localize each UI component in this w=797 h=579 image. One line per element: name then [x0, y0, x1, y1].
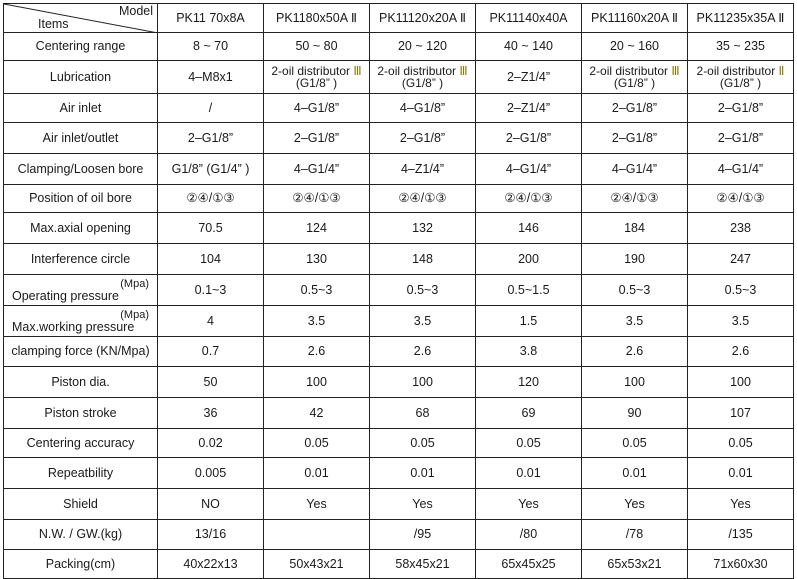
row-label: Shield	[4, 489, 158, 520]
spec-row	[4, 123, 794, 154]
spec-cell: 68	[370, 398, 476, 429]
spec-cell: 3.5	[264, 306, 370, 337]
spec-cell: 0.02	[158, 429, 264, 458]
spec-row	[4, 154, 794, 185]
spec-cell: ②④/①③	[476, 185, 582, 213]
row-label: Repeatbility	[4, 458, 158, 489]
spec-cell: 3.5	[370, 306, 476, 337]
spec-cell: 2–G1/8”	[476, 123, 582, 154]
spec-cell: 71x60x30	[688, 550, 794, 579]
row-label: Lubrication	[4, 61, 158, 94]
spec-cell: 50	[158, 367, 264, 398]
spec-row	[4, 398, 794, 429]
spec-cell: 0.5~3	[264, 275, 370, 306]
spec-cell: 238	[688, 213, 794, 244]
spec-cell: 0.05	[264, 429, 370, 458]
spec-cell: 4–G1/4”	[688, 154, 794, 185]
spec-cell: 100	[370, 367, 476, 398]
spec-cell: 0.01	[582, 458, 688, 489]
spec-cell: 42	[264, 398, 370, 429]
spec-cell: 8 ~ 70	[158, 33, 264, 61]
spec-cell: 132	[370, 213, 476, 244]
spec-cell: 130	[264, 244, 370, 275]
spec-cell: 0.01	[370, 458, 476, 489]
spec-row	[4, 367, 794, 398]
row-label: Interference circle	[4, 244, 158, 275]
spec-cell	[688, 61, 794, 94]
spec-cell: /78	[582, 520, 688, 550]
spec-cell: 4–M8x1	[158, 61, 264, 94]
row-unit: (Mpa)	[120, 277, 149, 290]
model-header-2: PK1180x50A Ⅱ	[264, 4, 370, 33]
cell-text: 2-oil distributor	[271, 64, 351, 78]
spec-cell: 13/16	[158, 520, 264, 550]
cell-line: (G1/8” )	[401, 76, 444, 90]
spec-cell: 104	[158, 244, 264, 275]
spec-cell: 107	[688, 398, 794, 429]
spec-cell: ②④/①③	[158, 185, 264, 213]
spec-cell: /135	[688, 520, 794, 550]
spec-cell: 35 ~ 235	[688, 33, 794, 61]
spec-cell	[264, 61, 370, 94]
cell-text: 2-oil distributor	[377, 64, 457, 78]
spec-table	[3, 3, 794, 579]
spec-cell: 20 ~ 120	[370, 33, 476, 61]
spec-cell: 2–Z1/4”	[476, 61, 582, 94]
spec-cell: Yes	[582, 489, 688, 520]
spec-cell: 4–G1/4”	[264, 154, 370, 185]
model-header-1: PK11 70x8A	[158, 4, 264, 33]
spec-cell: 0.7	[158, 337, 264, 367]
spec-cell: 0.05	[582, 429, 688, 458]
corner-cell	[4, 4, 158, 33]
spec-cell: 0.01	[264, 458, 370, 489]
spec-cell: 0.01	[688, 458, 794, 489]
spec-cell	[582, 61, 688, 94]
roman-suffix: Ⅱ	[775, 64, 785, 78]
spec-cell: 4–G1/8”	[370, 94, 476, 123]
spec-cell: 36	[158, 398, 264, 429]
row-label: Centering range	[4, 33, 158, 61]
spec-cell: 2–G1/8”	[688, 123, 794, 154]
spec-cell: 124	[264, 213, 370, 244]
spec-row	[4, 550, 794, 579]
spec-cell: Yes	[370, 489, 476, 520]
spec-cell: 2.6	[370, 337, 476, 367]
spec-cell: 20 ~ 160	[582, 33, 688, 61]
spec-cell: 2–G1/8”	[370, 123, 476, 154]
model-header-4: PK11140x40A	[476, 4, 582, 33]
spec-cell: 4–G1/4”	[582, 154, 688, 185]
spec-row	[4, 429, 794, 458]
spec-cell: 2–G1/8”	[264, 123, 370, 154]
spec-cell: 100	[264, 367, 370, 398]
spec-cell: 247	[688, 244, 794, 275]
spec-cell: 2.6	[582, 337, 688, 367]
row-label: Piston stroke	[4, 398, 158, 429]
row-label-text: Operating pressure	[12, 288, 120, 303]
spec-cell: 120	[476, 367, 582, 398]
spec-cell: 3.5	[582, 306, 688, 337]
spec-cell: 0.05	[370, 429, 476, 458]
spec-cell: 4–G1/8”	[264, 94, 370, 123]
spec-cell: 0.01	[476, 458, 582, 489]
spec-cell: 0.5~1.5	[476, 275, 582, 306]
model-header-3: PK11120x20A Ⅱ	[370, 4, 476, 33]
spec-cell: Yes	[264, 489, 370, 520]
spec-cell: ②④/①③	[370, 185, 476, 213]
spec-row	[4, 458, 794, 489]
spec-row	[4, 337, 794, 367]
spec-row	[4, 306, 794, 337]
spec-cell: 184	[582, 213, 688, 244]
spec-cell: /80	[476, 520, 582, 550]
spec-cell: 200	[476, 244, 582, 275]
spec-cell: 2.6	[264, 337, 370, 367]
spec-cell: 0.5~3	[582, 275, 688, 306]
spec-row	[4, 94, 794, 123]
spec-cell: G1/8” (G1/4” )	[158, 154, 264, 185]
spec-cell: 40 ~ 140	[476, 33, 582, 61]
cell-text: 2-oil distributor	[696, 64, 776, 78]
spec-cell: ②④/①③	[688, 185, 794, 213]
spec-cell: 1.5	[476, 306, 582, 337]
spec-cell: /95	[370, 520, 476, 550]
spec-cell: 0.5~3	[370, 275, 476, 306]
spec-cell: 2–G1/8”	[582, 94, 688, 123]
row-label: Air inlet	[4, 94, 158, 123]
spec-cell	[370, 61, 476, 94]
row-label: Packing(cm)	[4, 550, 158, 579]
spec-cell: 0.005	[158, 458, 264, 489]
spec-cell: 0.05	[688, 429, 794, 458]
spec-cell: 2–G1/8”	[158, 123, 264, 154]
spec-cell: 148	[370, 244, 476, 275]
spec-cell: NO	[158, 489, 264, 520]
model-header-6: PK11235x35A Ⅱ	[688, 4, 794, 33]
spec-cell: 4	[158, 306, 264, 337]
spec-row	[4, 33, 794, 61]
roman-suffix: Ⅲ	[350, 64, 362, 78]
spec-cell: 4–G1/4”	[476, 154, 582, 185]
spec-cell: 0.1~3	[158, 275, 264, 306]
row-label-text: Max.working pressure	[12, 319, 135, 334]
spec-cell: 50 ~ 80	[264, 33, 370, 61]
row-label: Clamping/Loosen bore	[4, 154, 158, 185]
spec-cell: ②④/①③	[582, 185, 688, 213]
spec-cell: 65x45x25	[476, 550, 582, 579]
spec-cell: 3.5	[688, 306, 794, 337]
row-label: clamping force (KN/Mpa)	[4, 337, 158, 367]
cell-line: (G1/8” )	[295, 76, 338, 90]
cell-line: (G1/8” )	[719, 76, 762, 90]
row-label: Centering accuracy	[4, 429, 158, 458]
row-label: Max.axial opening	[4, 213, 158, 244]
spec-cell: 3.8	[476, 337, 582, 367]
spec-cell: 4–Z1/4”	[370, 154, 476, 185]
spec-cell: 2–Z1/4”	[476, 94, 582, 123]
spec-cell: 100	[582, 367, 688, 398]
roman-suffix: Ⅲ	[668, 64, 680, 78]
spec-cell: 0.5~3	[688, 275, 794, 306]
model-header-5: PK11160x20A Ⅱ	[582, 4, 688, 33]
row-unit: (Mpa)	[120, 308, 149, 321]
row-label	[4, 306, 158, 337]
row-label: Position of oil bore	[4, 185, 158, 213]
spec-row	[4, 275, 794, 306]
spec-cell	[264, 520, 370, 550]
spec-cell: 40x22x13	[158, 550, 264, 579]
spec-row	[4, 185, 794, 213]
spec-cell: /	[158, 94, 264, 123]
row-label: N.W. / GW.(kg)	[4, 520, 158, 550]
header-row	[4, 4, 794, 33]
items-header-label: Items	[38, 17, 69, 31]
spec-cell: 65x53x21	[582, 550, 688, 579]
spec-cell: 100	[688, 367, 794, 398]
spec-cell: 146	[476, 213, 582, 244]
cell-text: 2-oil distributor	[589, 64, 669, 78]
spec-cell: 58x45x21	[370, 550, 476, 579]
spec-row	[4, 213, 794, 244]
spec-row	[4, 244, 794, 275]
spec-cell: 69	[476, 398, 582, 429]
row-label	[4, 275, 158, 306]
row-label: Air inlet/outlet	[4, 123, 158, 154]
spec-cell: 2–G1/8”	[688, 94, 794, 123]
spec-row	[4, 489, 794, 520]
spec-cell: 50x43x21	[264, 550, 370, 579]
spec-row	[4, 520, 794, 550]
cell-line: (G1/8” )	[613, 76, 656, 90]
spec-cell: 190	[582, 244, 688, 275]
spec-cell: 2.6	[688, 337, 794, 367]
roman-suffix: Ⅲ	[456, 64, 468, 78]
spec-cell: ②④/①③	[264, 185, 370, 213]
spec-cell: 90	[582, 398, 688, 429]
spec-cell: Yes	[476, 489, 582, 520]
model-header-label: Model	[118, 4, 153, 18]
row-label: Piston dia.	[4, 367, 158, 398]
spec-cell: 2–G1/8”	[582, 123, 688, 154]
spec-row	[4, 61, 794, 94]
spec-cell: Yes	[688, 489, 794, 520]
spec-cell: 0.05	[476, 429, 582, 458]
spec-cell: 70.5	[158, 213, 264, 244]
